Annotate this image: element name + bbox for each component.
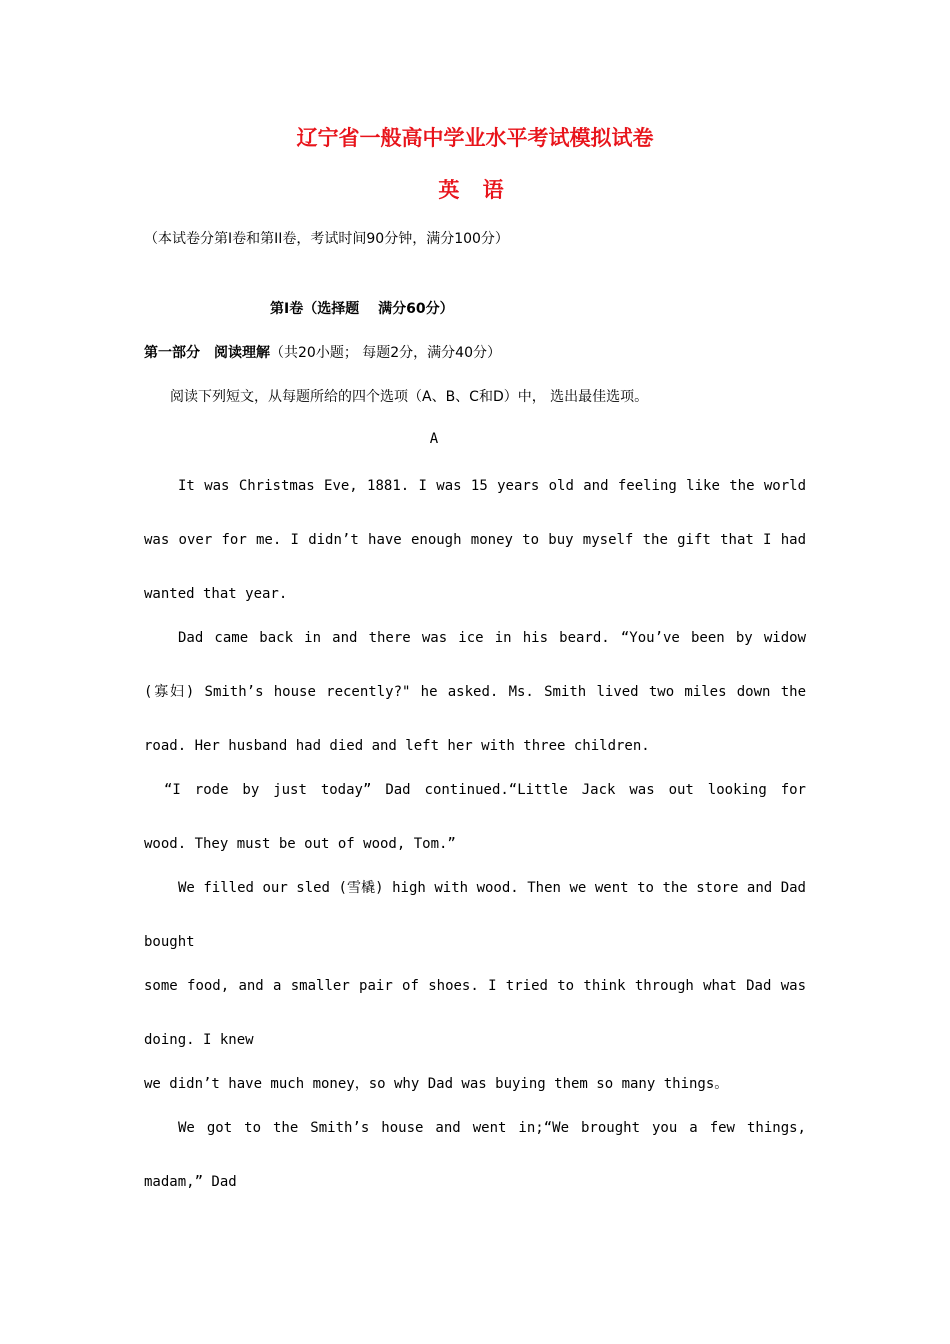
section-heading: 第Ⅰ卷（选择题 满分60分） <box>270 301 454 317</box>
passage-line: wood. They must be out of wood, Tom.” <box>144 836 456 852</box>
passage-line: we didn’t have much money，so why Dad was buying them so many things。 <box>144 1076 729 1092</box>
passage-line: We filled our sled (雪橇) high with wood. Then we went to the store and Dad <box>178 880 806 896</box>
part-label: 第一部分 阅读理解 <box>144 345 270 361</box>
exam-title: 辽宁省一般高中学业水平考试模拟试卷 <box>296 126 654 150</box>
passage-line: doing. I knew <box>144 1032 254 1048</box>
part-heading <box>144 343 806 363</box>
passage-label: A <box>429 431 439 447</box>
passage-line: Dad came back in and there was ice in his beard. “You’ve been by widow <box>178 630 806 646</box>
passage-line: some food, and a smaller pair of shoes. I tried to think through what Dad was <box>144 978 806 994</box>
passage-line: madam,” Dad <box>144 1174 237 1190</box>
passage-line: (寡妇) Smith’s house recently?" he asked. Ms. Smith lived two miles down the <box>144 684 806 700</box>
exam-note: （本试卷分第Ⅰ卷和第II卷，考试时间90分钟，满分100分） <box>144 231 509 247</box>
part-info: （共20小题； 每题2分，满分40分） <box>270 345 501 361</box>
passage-line: It was Christmas Eve, 1881. I was 15 years old and feeling like the world <box>178 478 806 494</box>
passage-line: “I rode by just today” Dad continued.“Little Jack was out looking for <box>164 782 806 798</box>
instruction: 阅读下列短文，从每题所给的四个选项（A、B、C和D）中， 选出最佳选项。 <box>170 389 649 405</box>
passage-line: wanted that year. <box>144 586 288 602</box>
passage-line: bought <box>144 934 195 950</box>
passage-line: road. Her husband had died and left her with three children. <box>144 738 650 754</box>
passage-line: We got to the Smith’s house and went in;“We brought you a few things, <box>178 1120 806 1136</box>
subject-title: 英 语 <box>438 178 512 202</box>
passage-line: was over for me. I didn’t have enough money to buy myself the gift that I had <box>144 532 806 548</box>
